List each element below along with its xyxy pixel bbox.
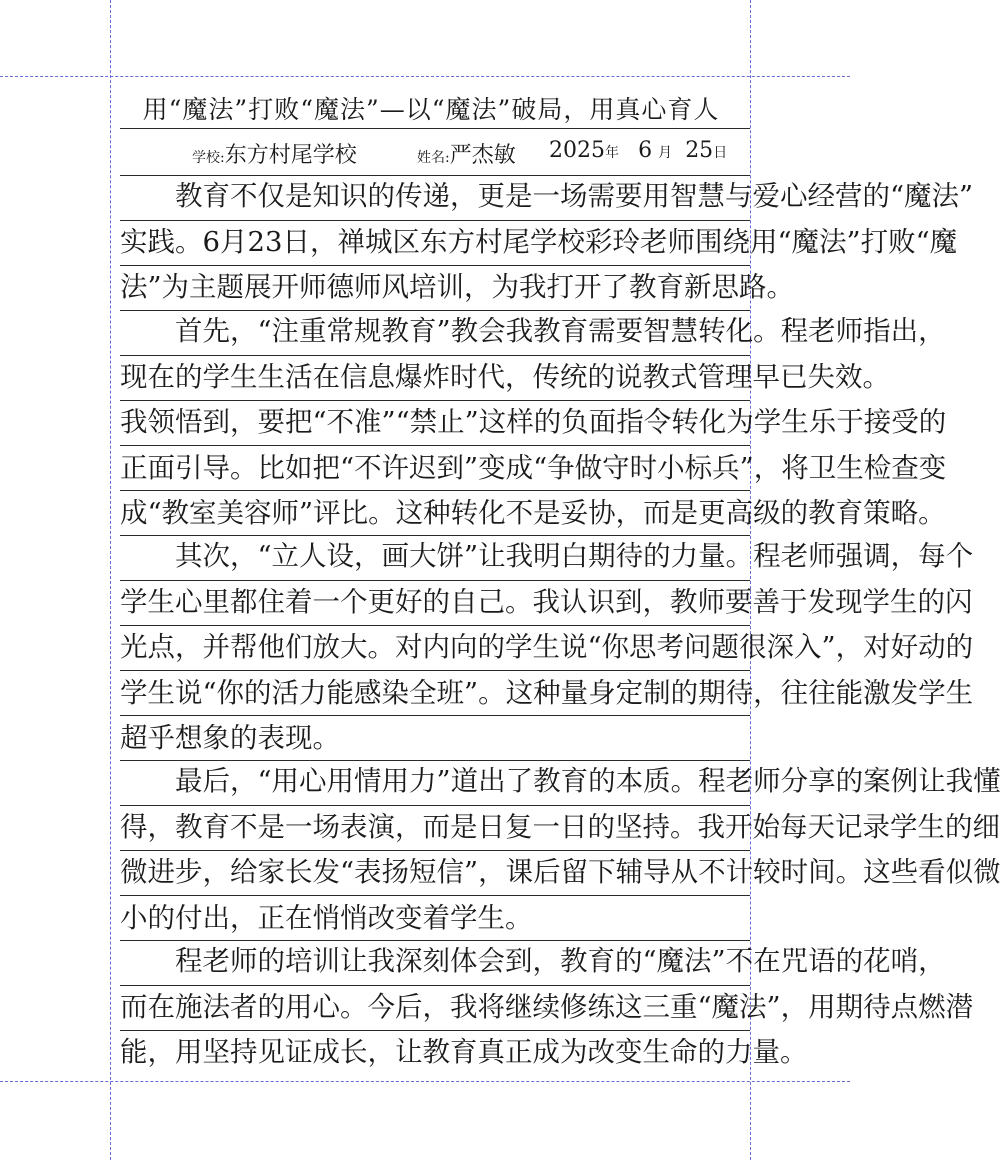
guide-line-left: [110, 0, 111, 1160]
title-underline: [120, 128, 750, 129]
text-line: 小的付出，正在悄悄改变着学生。: [120, 901, 533, 934]
text-line: 光点，并帮他们放大。对内向的学生说“你思考问题很深入”，对好动的: [120, 631, 974, 663]
text-line: 而在施法者的用心。今后，我将继续修练这三重“魔法”，用期待点燃潜: [120, 990, 974, 1023]
school-label: 学校:: [192, 150, 225, 166]
paragraph-third: [120, 759, 1001, 941]
essay-sheet: [112, 78, 1001, 1078]
text-line: 实践。6月23日，禅城区东方村尾学校彩玲老师围绕用“魔法”打败“魔: [120, 225, 958, 258]
paragraph-second: [120, 534, 974, 762]
name-field: [417, 138, 516, 172]
text-line: 学生说“你的活力能感染全班”。这种量身定制的期待，往往能激发学生: [120, 676, 974, 709]
guide-line-right: [750, 0, 751, 1160]
text-line: 程老师的培训让我深刻体会到，教育的“魔法”不在咒语的花哨，: [120, 945, 946, 977]
text-line: 我领悟到，要把“不准”“禁止”这样的负面指令转化为学生乐于接受的: [120, 406, 947, 438]
guide-line-top: [0, 76, 850, 77]
text-line: 微进步，给家长发“表扬短信”，课后留下辅导从不计较时间。这些看似微: [120, 856, 1001, 888]
date-field: [549, 138, 727, 172]
date-month: 6: [638, 138, 653, 163]
paragraph-conclusion: [120, 939, 974, 1076]
school-field: [192, 138, 357, 172]
text-line: 现在的学生生活在信息爆炸时代，传统的说教式管理早已失效。: [120, 360, 890, 393]
text-line: 教育不仅是知识的传递，更是一场需要用智慧与爱心经营的“魔法”: [120, 180, 974, 212]
paragraph-intro: [120, 174, 974, 311]
essay-title: 用“魔法”打败“魔法”—以“魔法”破局，用真心育人: [142, 95, 720, 124]
date-year: 2025: [549, 138, 605, 163]
date-day: 25: [685, 138, 714, 163]
text-line: 法”为主题展开师德师风培训，为我打开了教育新思路。: [120, 271, 795, 303]
text-line: 学生心里都住着一个更好的自己。我认识到，教师要善于发现学生的闪: [120, 585, 973, 618]
text-line: 其次，“立人设，画大饼”让我明白期待的力量。程老师强调，每个: [120, 540, 974, 572]
name-label: 姓名:: [417, 150, 450, 166]
text-line: 超乎想象的表现。: [120, 722, 340, 754]
text-line: 能，用坚持见证成长，让教育真正成为改变生命的力量。: [120, 1036, 808, 1068]
school-value: 东方村尾学校: [224, 143, 357, 168]
paragraph-first: [120, 309, 947, 537]
text-line: 得，教育不是一场表演，而是日复一日的坚持。我开始每天记录学生的细: [120, 810, 1000, 843]
text-line: 正面引导。比如把“不许迟到”变成“争做守时小标兵”，将卫生检查变: [120, 451, 947, 484]
date-year-unit: 年: [605, 145, 619, 161]
text-line: 首先，“注重常规教育”教会我教育需要智慧转化。程老师指出，: [120, 315, 946, 347]
text-line: 最后，“用心用情用力”道出了教育的本质。程老师分享的案例让我懂: [120, 765, 1001, 797]
date-day-unit: 日: [713, 145, 728, 161]
guide-line-bottom: [0, 1081, 850, 1082]
text-line: 成“教室美容师”评比。这种转化不是妥协，而是更高级的教育策略。: [120, 497, 946, 529]
name-value: 严杰敏: [449, 143, 516, 168]
date-month-unit: 月: [658, 145, 673, 161]
